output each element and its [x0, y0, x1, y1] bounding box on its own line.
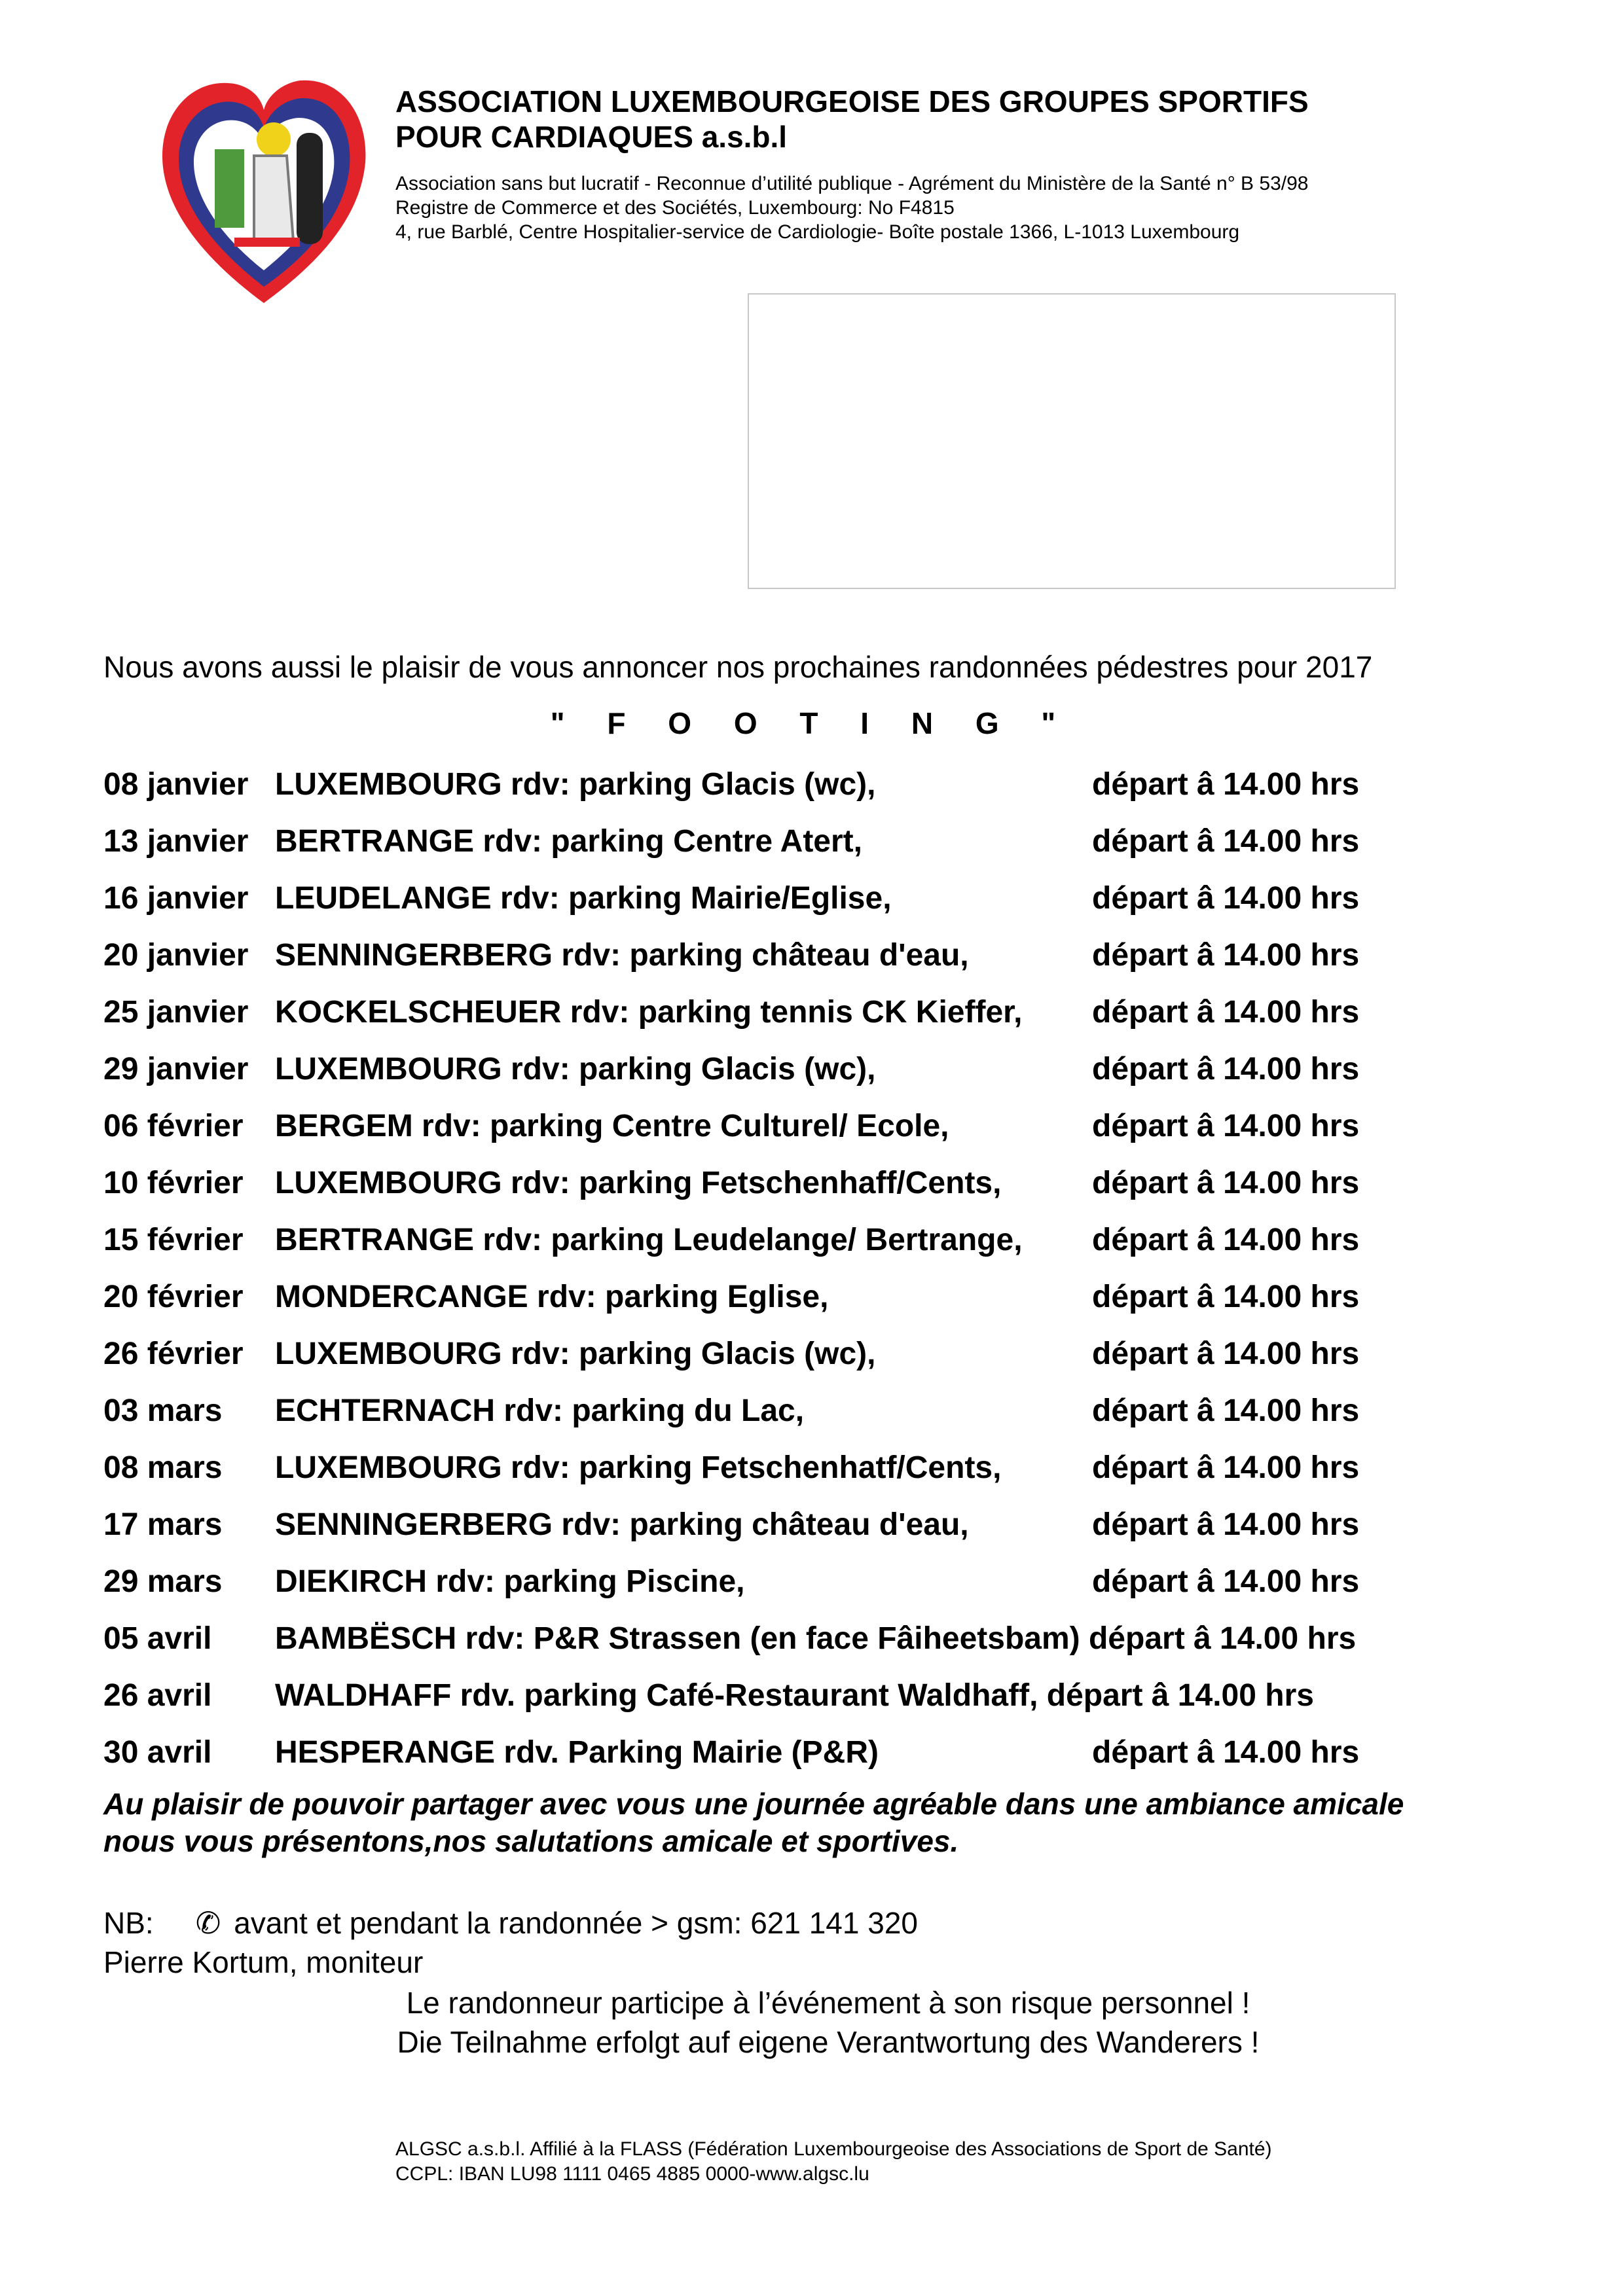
- schedule-date: 10 février: [103, 1166, 244, 1200]
- heart-logo-icon: [156, 71, 372, 306]
- org-info-line1: Association sans but lucratif - Reconnue d’utilité publique - Agrément du Ministère de la Santé n° B 53/98: [395, 173, 1309, 194]
- schedule-place: DIEKIRCH rdv: parking Piscine,: [275, 1564, 745, 1599]
- org-info-line3: 4, rue Barblé, Centre Hospitalier-service de Cardiologie- Boîte postale 1366, L-1013 Luxembourg: [395, 221, 1240, 243]
- schedule-date: 20 février: [103, 1280, 244, 1314]
- closing-line1: Au plaisir de pouvoir partager avec vous une journée agréable dans une ambiance amicale: [103, 1787, 1404, 1821]
- schedule-row: [0, 988, 1623, 1045]
- schedule-row: [0, 1501, 1623, 1558]
- schedule-place: SENNINGERBERG rdv: parking château d'eau,: [275, 1507, 969, 1542]
- schedule-row: [0, 1444, 1623, 1501]
- phone-icon: ✆: [195, 1906, 221, 1940]
- organization-name: [395, 84, 1309, 154]
- intro-text: Nous avons aussi le plaisir de vous annoncer nos prochaines randonnées pédestres pour 2017: [103, 650, 1373, 684]
- schedule-place: BERTRANGE rdv: parking Leudelange/ Bertrange,: [275, 1223, 1023, 1257]
- schedule-place: WALDHAFF rdv. parking Café-Restaurant Waldhaff, départ â 14.00 hrs: [275, 1678, 1314, 1713]
- schedule-departure: départ â 14.00 hrs: [1092, 767, 1360, 802]
- footing-title: " F O O T I N G ": [550, 706, 1073, 740]
- schedule-departure: départ â 14.00 hrs: [1092, 1507, 1360, 1542]
- schedule-date: 20 janvier: [103, 938, 249, 973]
- schedule-date: 17 mars: [103, 1507, 223, 1542]
- schedule-departure: départ â 14.00 hrs: [1092, 1109, 1360, 1143]
- schedule-place: LUXEMBOURG rdv: parking Fetschenhatf/Cents,: [275, 1450, 1002, 1485]
- org-name-line2: POUR CARDIAQUES a.s.b.l: [395, 120, 788, 154]
- schedule-row: [0, 1672, 1623, 1729]
- schedule-departure: départ â 14.00 hrs: [1092, 1166, 1360, 1200]
- schedule-date: 08 janvier: [103, 767, 249, 802]
- disclaimer-fr: Le randonneur participe à l’événement à son risque personnel !: [406, 1986, 1250, 2020]
- schedule-departure: départ â 14.00 hrs: [1092, 881, 1360, 916]
- schedule-place: KOCKELSCHEUER rdv: parking tennis CK Kieffer,: [275, 995, 1023, 1030]
- schedule-row: [0, 817, 1623, 874]
- schedule-departure: départ â 14.00 hrs: [1092, 1735, 1360, 1770]
- schedule-date: 30 avril: [103, 1735, 212, 1770]
- schedule-date: 13 janvier: [103, 824, 249, 859]
- schedule-date: 08 mars: [103, 1450, 223, 1485]
- nb-label: NB:: [103, 1906, 154, 1940]
- schedule-row: [0, 1216, 1623, 1273]
- schedule-place: BERTRANGE rdv: parking Centre Atert,: [275, 824, 862, 859]
- schedule-place: HESPERANGE rdv. Parking Mairie (P&R): [275, 1735, 879, 1770]
- schedule-row: [0, 1615, 1623, 1672]
- schedule-row: [0, 1159, 1623, 1216]
- closing-text: [103, 1785, 1404, 1860]
- nb-text: avant et pendant la randonnée > gsm: 621 141 320: [234, 1906, 919, 1940]
- schedule-departure: départ â 14.00 hrs: [1092, 1393, 1360, 1428]
- schedule-date: 06 février: [103, 1109, 244, 1143]
- schedule-row: [0, 761, 1623, 817]
- schedule-row: [0, 1387, 1623, 1444]
- schedule-date: 29 mars: [103, 1564, 223, 1599]
- schedule-place: BERGEM rdv: parking Centre Culturel/ Ecole,: [275, 1109, 949, 1143]
- nb-section: [103, 1903, 918, 1982]
- organization-info: [395, 171, 1308, 244]
- schedule-place: MONDERCANGE rdv: parking Eglise,: [275, 1280, 829, 1314]
- disclaimer: [0, 1983, 1623, 2062]
- schedule-place: BAMBËSCH rdv: P&R Strassen (en face Fâiheetsbam) départ â 14.00 hrs: [275, 1621, 1357, 1656]
- disclaimer-de: Die Teilnahme erfolgt auf eigene Verantwortung des Wanderers !: [397, 2025, 1260, 2059]
- footer-line2: CCPL: IBAN LU98 1111 0465 4885 0000-www.algsc.lu: [395, 2163, 869, 2185]
- schedule-row: [0, 1045, 1623, 1102]
- schedule-row: [0, 1102, 1623, 1159]
- schedule-place: SENNINGERBERG rdv: parking château d'eau,: [275, 938, 969, 973]
- org-name-line1: ASSOCIATION LUXEMBOURGEOISE DES GROUPES SPORTIFS: [395, 84, 1309, 118]
- schedule-departure: départ â 14.00 hrs: [1092, 1564, 1360, 1599]
- schedule-row: [0, 1273, 1623, 1330]
- schedule-row: [0, 1729, 1623, 1785]
- schedule-row: [0, 874, 1623, 931]
- schedule-row: [0, 1558, 1623, 1615]
- schedule-date: 15 février: [103, 1223, 244, 1257]
- signature: Pierre Kortum, moniteur: [103, 1945, 424, 1979]
- schedule-place: LUXEMBOURG rdv: parking Fetschenhaff/Cents,: [275, 1166, 1002, 1200]
- org-info-line2: Registre de Commerce et des Sociétés, Luxembourg: No F4815: [395, 197, 955, 219]
- schedule-departure: départ â 14.00 hrs: [1092, 1052, 1360, 1086]
- schedule-departure: départ â 14.00 hrs: [1092, 938, 1360, 973]
- schedule-date: 03 mars: [103, 1393, 223, 1428]
- schedule-row: [0, 1330, 1623, 1387]
- schedule-date: 26 avril: [103, 1678, 212, 1713]
- schedule-departure: départ â 14.00 hrs: [1092, 1280, 1360, 1314]
- schedule-departure: départ â 14.00 hrs: [1092, 1223, 1360, 1257]
- schedule-departure: départ â 14.00 hrs: [1092, 1450, 1360, 1485]
- schedule-departure: départ â 14.00 hrs: [1092, 824, 1360, 859]
- schedule-row: [0, 931, 1623, 988]
- nb-line: [103, 1903, 918, 1943]
- closing-line2: nous vous présentons,nos salutations amicale et sportives.: [103, 1824, 959, 1858]
- schedule-place: LUXEMBOURG rdv: parking Glacis (wc),: [275, 1052, 876, 1086]
- schedule-place: ECHTERNACH rdv: parking du Lac,: [275, 1393, 805, 1428]
- schedule-place: LUXEMBOURG rdv: parking Glacis (wc),: [275, 767, 876, 802]
- schedule-date: 26 février: [103, 1336, 244, 1371]
- schedule-place: LEUDELANGE rdv: parking Mairie/Eglise,: [275, 881, 892, 916]
- schedule-date: 29 janvier: [103, 1052, 249, 1086]
- footer: [395, 2137, 1272, 2187]
- footer-line1: ALGSC a.s.b.l. Affilié à la FLASS (Fédération Luxembourgeoise des Associations de Sport de Santé): [395, 2138, 1272, 2160]
- schedule-date: 05 avril: [103, 1621, 212, 1656]
- address-box: [748, 293, 1396, 589]
- schedule-place: LUXEMBOURG rdv: parking Glacis (wc),: [275, 1336, 876, 1371]
- schedule-date: 16 janvier: [103, 881, 249, 916]
- schedule-date: 25 janvier: [103, 995, 249, 1030]
- schedule-departure: départ â 14.00 hrs: [1092, 995, 1360, 1030]
- schedule-departure: départ â 14.00 hrs: [1092, 1336, 1360, 1371]
